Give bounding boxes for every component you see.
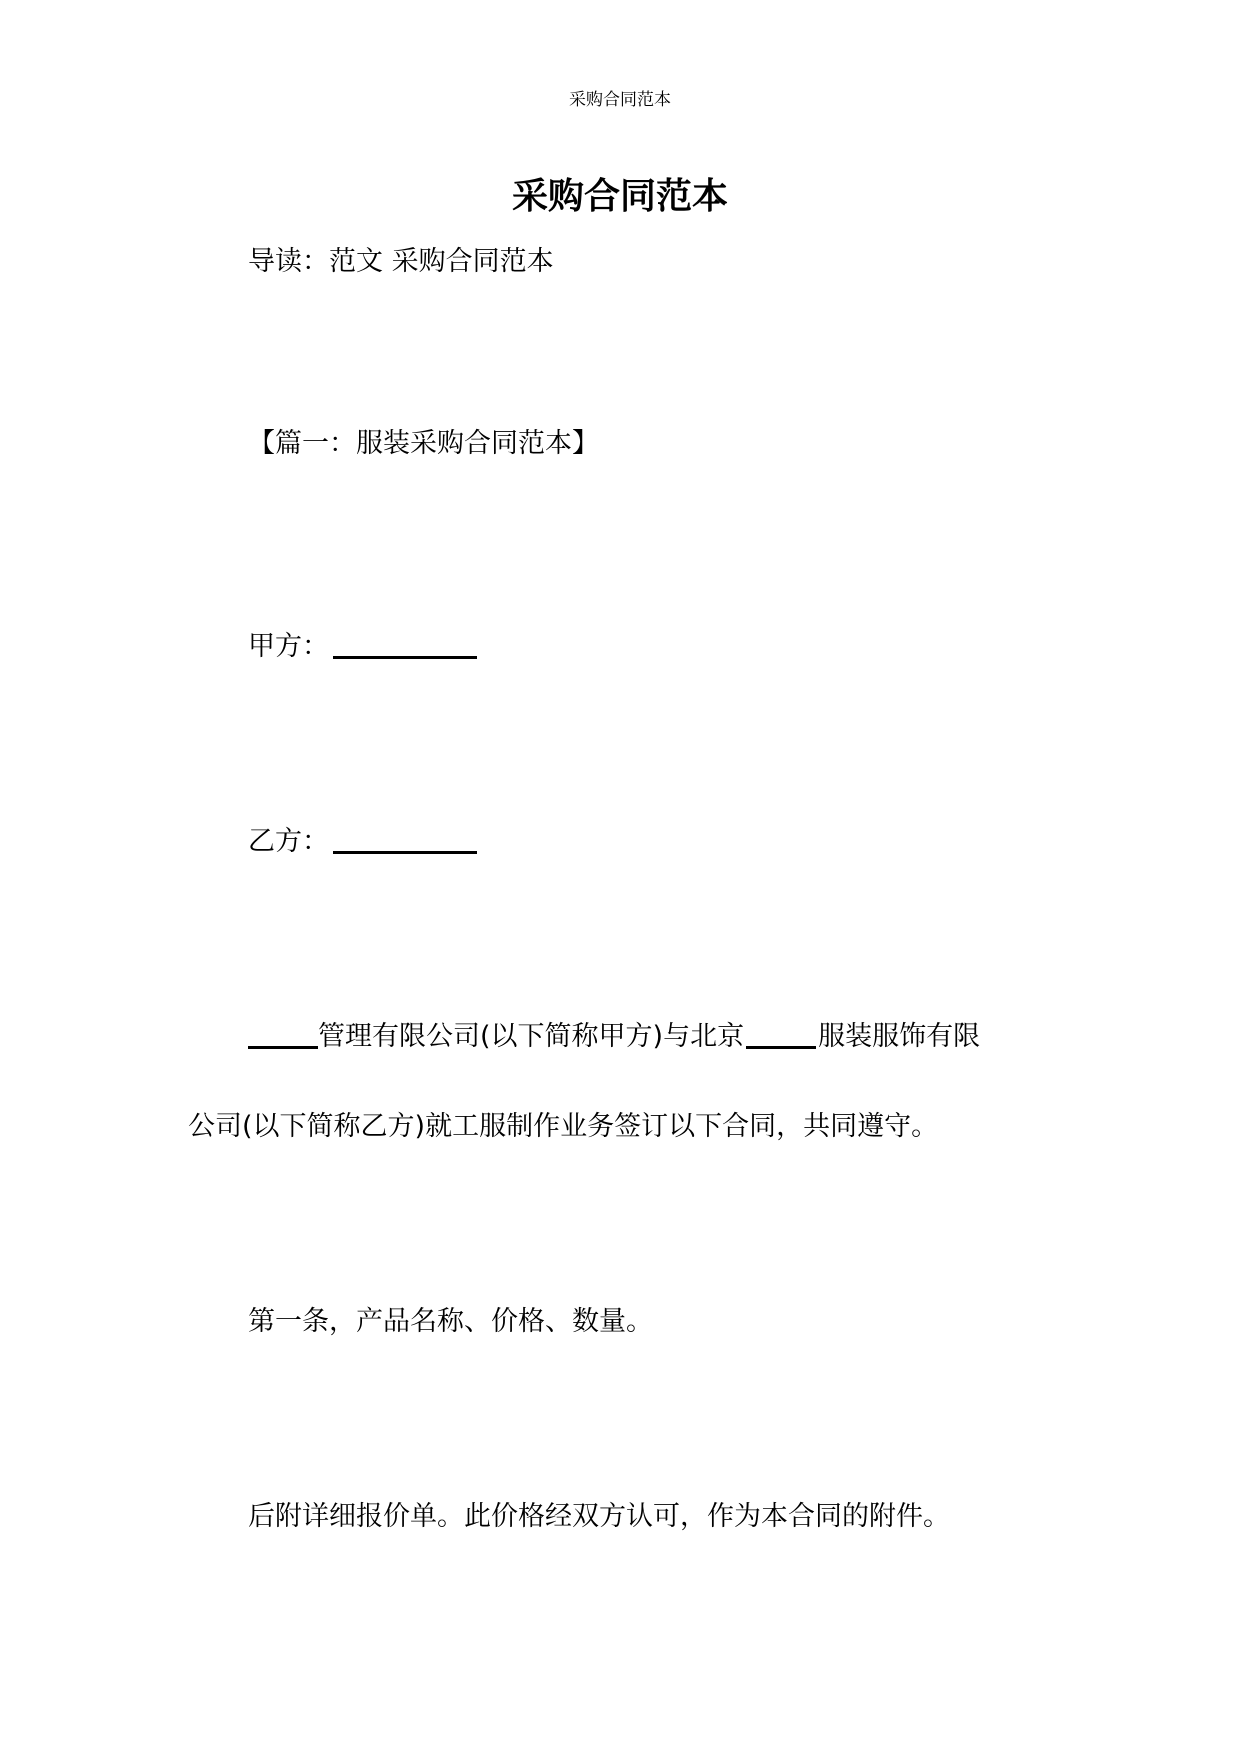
party-a-blank — [333, 626, 477, 659]
company-b-blank — [746, 1016, 816, 1049]
party-a-label: 甲方： — [248, 631, 329, 662]
document-title: 采购合同范本 — [511, 175, 728, 217]
paragraph-1-line-2: 公司(以下简称乙方)就工服制作业务签订以下合同，共同遵守。 — [188, 1111, 939, 1142]
party-b-line — [248, 817, 477, 860]
party-b-label: 乙方： — [248, 826, 329, 857]
party-a-line — [248, 622, 477, 665]
intro-line: 导读：范文 采购合同范本 — [248, 246, 554, 277]
paragraph-1-part-2: 服装服饰有限 — [818, 1021, 981, 1052]
party-b-blank — [333, 821, 477, 854]
paragraph-1-line-1 — [248, 1012, 980, 1055]
article-1-detail: 后附详细报价单。此价格经双方认可，作为本合同的附件。 — [248, 1501, 950, 1532]
running-header: 采购合同范本 — [569, 90, 671, 110]
article-1-heading: 第一条，产品名称、价格、数量。 — [248, 1306, 653, 1337]
company-a-blank — [248, 1016, 318, 1049]
paragraph-1-part-1: 管理有限公司(以下简称甲方)与北京 — [318, 1021, 745, 1052]
section-heading: 【篇一：服装采购合同范本】 — [248, 428, 599, 459]
